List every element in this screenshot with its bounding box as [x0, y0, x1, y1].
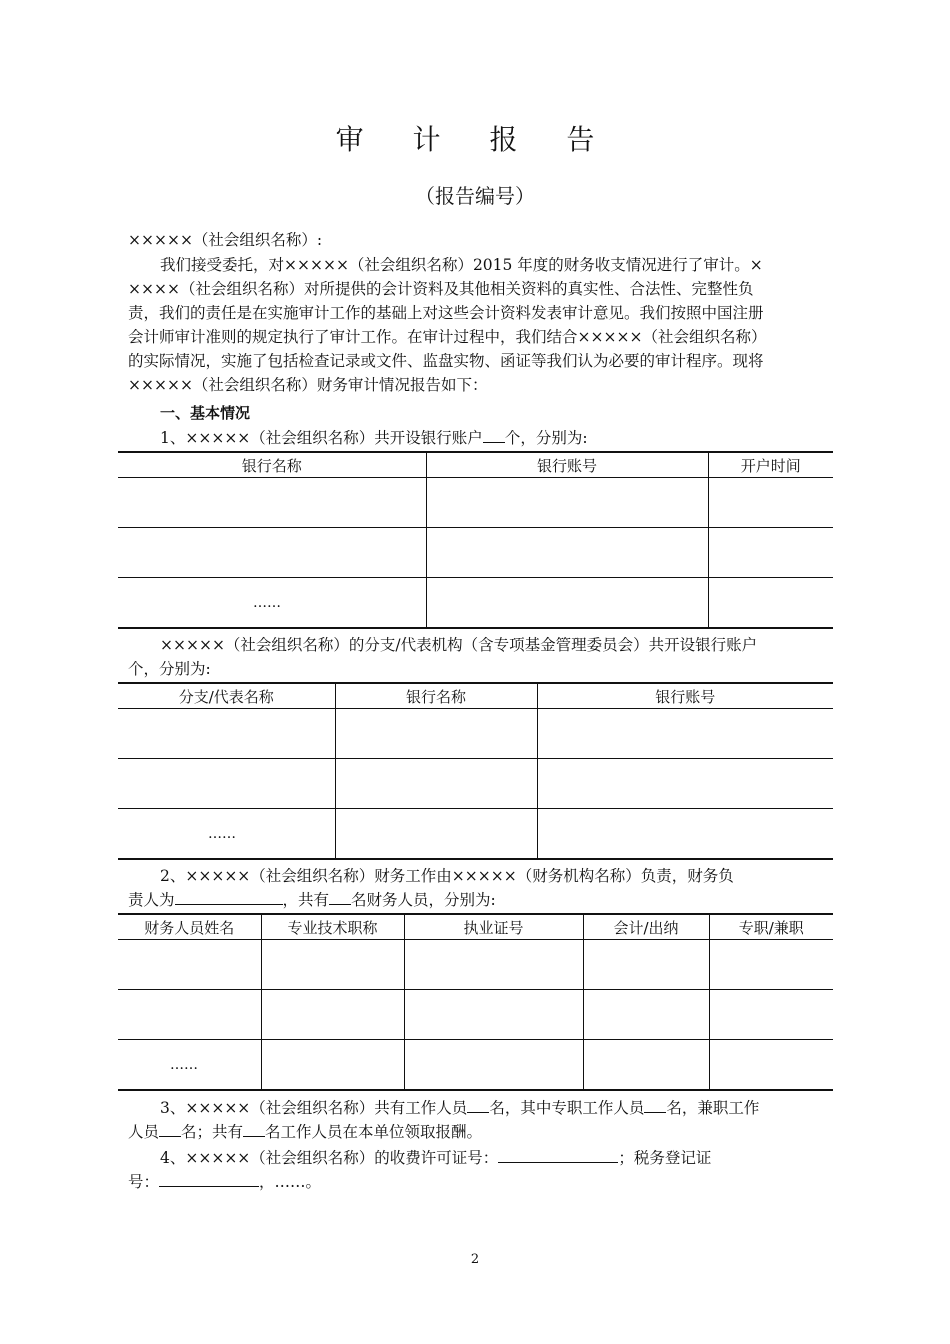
table-row — [118, 528, 833, 578]
item-4-text-d: ，……。 — [259, 1173, 322, 1191]
intro-line-6: ×××××（社会组织名称）财务审计情况报告如下： — [128, 376, 488, 394]
table-row — [118, 809, 833, 860]
staff-total-blank — [467, 1096, 489, 1113]
column-header-license-no: 执业证号 — [404, 914, 583, 940]
item-4-text-b: ；税务登记证 — [618, 1149, 712, 1167]
table-cell — [709, 940, 833, 990]
item-3-text-b: 名，其中专职工作人员 — [489, 1099, 645, 1117]
parttime-staff-blank — [159, 1120, 181, 1137]
branch-line-2: 个，分别为: — [128, 660, 211, 678]
item-3-text-a: 3、×××××（社会组织名称）共有工作人员 — [160, 1099, 468, 1117]
item-3-line-1 — [160, 1096, 759, 1120]
table-cell — [118, 478, 426, 528]
section-heading-basic-info: 一、基本情况 — [160, 404, 251, 422]
table-row — [118, 940, 833, 990]
item-4-text-a: 4、×××××（社会组织名称）的收费许可证号： — [160, 1149, 499, 1167]
table-cell — [583, 1040, 709, 1091]
finance-staff-table — [118, 913, 833, 1091]
item-3-text-e: 名；共有 — [181, 1123, 244, 1141]
item-3-line-2 — [128, 1120, 482, 1144]
table-cell — [537, 809, 833, 860]
table-cell — [537, 709, 833, 759]
table-cell — [261, 990, 404, 1040]
branch-line-1: ×××××（社会组织名称）的分支/代表机构（含专项基金管理委员会）共开设银行账户 — [160, 636, 758, 654]
table-cell — [118, 759, 335, 809]
column-header-title: 专业技术职称 — [261, 914, 404, 940]
ellipsis-cell: …… — [118, 809, 335, 860]
item-2-line-2 — [128, 888, 496, 912]
intro-line-2: ××××（社会组织名称）对所提供的会计资料及其他相关资料的真实性、合法性、完整性负 — [128, 280, 754, 298]
column-header-branch-name: 分支/代表名称 — [118, 683, 335, 709]
item-4-line-1 — [160, 1146, 711, 1170]
fee-license-blank — [498, 1146, 618, 1163]
ellipsis-cell: …… — [118, 578, 426, 629]
table-cell — [426, 528, 708, 578]
salutation: ×××××（社会组织名称）: — [128, 231, 323, 249]
table-cell — [404, 1040, 583, 1091]
column-header-bank-account: 银行账号 — [426, 452, 708, 478]
column-header-bank-name: 银行名称 — [118, 452, 426, 478]
table-cell — [709, 990, 833, 1040]
table-cell — [537, 759, 833, 809]
column-header-employment-type: 专职/兼职 — [709, 914, 833, 940]
finance-staff-count-blank — [329, 888, 351, 905]
item-4-text-c: 号： — [128, 1173, 160, 1191]
intro-line-4: 会计师审计准则的规定执行了审计工作。在审计过程中，我们结合×××××（社会组织名称） — [128, 328, 767, 346]
item-2-line-1: 2、×××××（社会组织名称）财务工作由×××××（财务机构名称）负责，财务负 — [160, 867, 734, 885]
intro-line-1: 我们接受委托，对×××××（社会组织名称）2015 年度的财务收支情况进行了审计。× — [160, 256, 763, 274]
table-cell — [708, 478, 833, 528]
table-cell — [709, 1040, 833, 1091]
table-cell — [335, 809, 537, 860]
table-cell — [708, 578, 833, 629]
item-1-text-b: 个，分别为: — [504, 429, 588, 447]
table-cell — [335, 709, 537, 759]
table-cell — [118, 528, 426, 578]
fulltime-staff-blank — [644, 1096, 666, 1113]
bank-accounts-table — [118, 451, 833, 629]
table-cell — [426, 578, 708, 629]
table-row — [118, 709, 833, 759]
table-cell — [583, 990, 709, 1040]
item-3-text-c: 名，兼职工作 — [666, 1099, 760, 1117]
item-4-line-2 — [128, 1170, 321, 1194]
column-header-bank-name: 银行名称 — [335, 683, 537, 709]
item-3-text-d: 人员 — [128, 1123, 160, 1141]
table-cell — [261, 1040, 404, 1091]
item-2-text-b: ，共有 — [282, 891, 330, 909]
table-cell — [404, 990, 583, 1040]
branch-accounts-table — [118, 682, 833, 860]
column-header-staff-name: 财务人员姓名 — [118, 914, 261, 940]
column-header-role: 会计/出纳 — [583, 914, 709, 940]
table-row — [118, 478, 833, 528]
item-1-line — [160, 426, 588, 450]
report-number-label: （报告编号） — [415, 184, 535, 208]
table-cell — [426, 478, 708, 528]
table-cell — [118, 940, 261, 990]
intro-line-3: 责，我们的责任是在实施审计工作的基础上对这些会计资料发表审计意见。我们按照中国注册 — [128, 304, 764, 322]
report-title: 审 计 报 告 — [335, 123, 615, 156]
paid-staff-blank — [243, 1120, 265, 1137]
page-number: 2 — [470, 1252, 480, 1267]
item-1-text-a: 1、×××××（社会组织名称）共开设银行账户 — [160, 429, 483, 447]
table-cell — [335, 759, 537, 809]
table-cell — [404, 940, 583, 990]
finance-head-blank — [175, 888, 283, 905]
bank-account-count-blank — [483, 426, 505, 443]
item-2-text-a: 责人为 — [128, 891, 175, 909]
tax-registration-blank — [159, 1170, 259, 1187]
column-header-bank-account: 银行账号 — [537, 683, 833, 709]
column-header-open-date: 开户时间 — [708, 452, 833, 478]
ellipsis-cell: …… — [118, 1040, 261, 1091]
table-row — [118, 1040, 833, 1091]
item-2-text-c: 名财务人员，分别为: — [351, 891, 496, 909]
table-cell — [708, 528, 833, 578]
table-row — [118, 990, 833, 1040]
intro-line-5: 的实际情况，实施了包括检查记录或文件、监盘实物、函证等我们认为必要的审计程序。现将 — [128, 352, 764, 370]
table-row — [118, 578, 833, 629]
table-cell — [118, 709, 335, 759]
table-cell — [583, 940, 709, 990]
item-3-text-f: 名工作人员在本单位领取报酬。 — [265, 1123, 483, 1141]
table-cell — [261, 940, 404, 990]
table-cell — [118, 990, 261, 1040]
table-row — [118, 759, 833, 809]
